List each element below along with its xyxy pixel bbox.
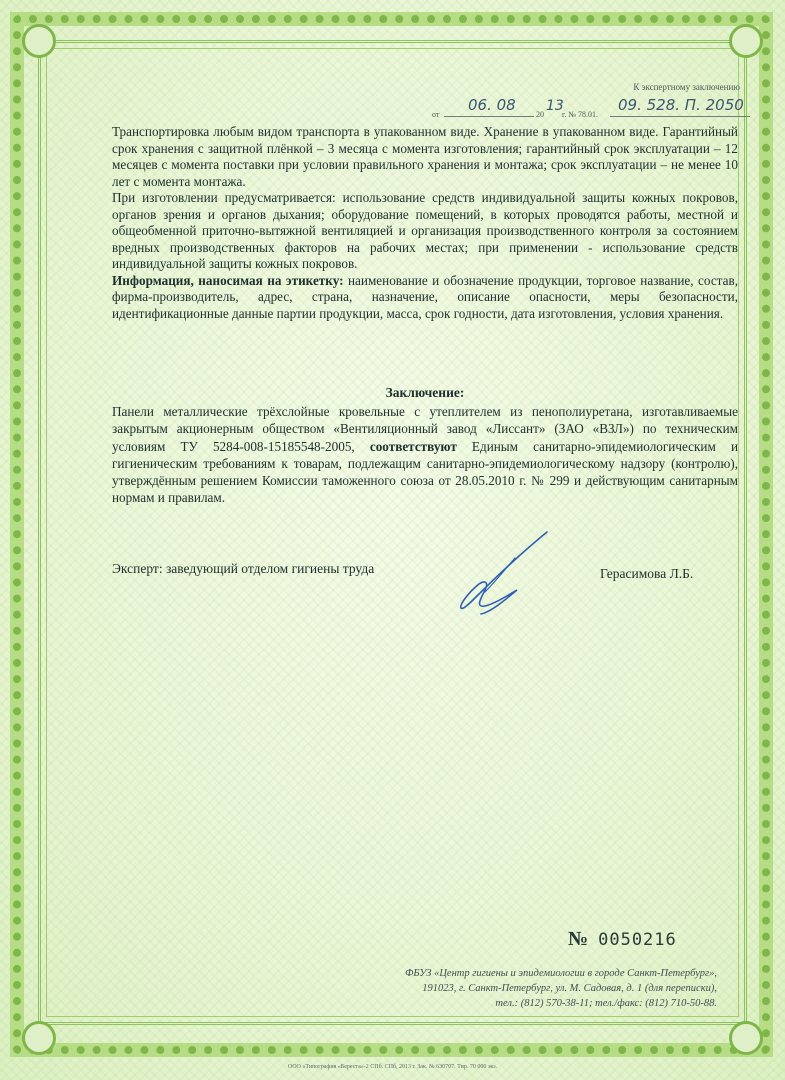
document-body	[112, 124, 738, 322]
organization-name: ФБУЗ «Центр гигиены и эпидемиологии в городе Санкт-Петербург»,	[404, 968, 717, 979]
number-sign: №	[568, 928, 589, 950]
corner-ornament	[729, 24, 763, 58]
manufacturing-safety-paragraph: При изготовлении предусматривается: использование средств индивидуальной защиты кожных покровов, органов зрения и органов дыхания; оборудование помещений, в которых проводятся работы, местной и общеобменной приточно-вытяжной вентиляцией и организация производственного контроля за состоянием вредных производственных факторов на рабочих местах; при применении - использование средств индивидуальной защиты кожных покровов.	[112, 190, 738, 271]
number-underline	[610, 116, 750, 117]
label-info-text: наименование и обозначение продукции, торговое название, состав, фирма-производитель, адрес, страна, назначение, описание опасности, меры безопасности, идентификационные данные партии продукции, масса, срок годности, дата изготовления, условия хранения.	[112, 272, 738, 321]
serial-number-value: 0050216	[598, 930, 677, 950]
date-handwritten: 06. 08	[468, 96, 516, 114]
corner-ornament	[22, 1021, 56, 1055]
corner-ornament	[22, 24, 56, 58]
label-info-heading: Информация, наносимая на этикетку:	[112, 272, 344, 288]
printer-imprint: ООО «Типография «Береста»-2 СПб. СПб, 2013 г. Зак. № 630707. Тир. 70 000 экз.	[287, 1064, 498, 1070]
label-info-paragraph	[112, 273, 738, 323]
expert-label: Эксперт: заведующий отделом гигиены труда	[112, 561, 375, 576]
handwritten-signature	[455, 528, 555, 618]
number-label: г. № 78.01.	[562, 110, 599, 119]
from-prefix: от	[432, 110, 440, 119]
organization-address: 191023, г. Санкт-Петербург, ул. М. Садовая, д. 1 (для переписки),	[422, 983, 717, 994]
conclusion-title: Заключение:	[385, 385, 465, 400]
reference-row	[420, 96, 750, 118]
conclusion-text	[112, 403, 738, 507]
conclusion-text-before: Панели металлические трёхслойные кровельные с утеплителем из пенополиуретана, изготавливаемые закрытым акционерным обществом «Вентиляционный завод «Лиссант» (ЗАО «ВЗЛ») по техническим условиям ТУ 5284-008-15185548-2005,	[112, 404, 738, 454]
conclusion-verdict: соответствуют	[369, 438, 457, 454]
serial-number	[568, 928, 677, 951]
conclusion-text-after: Единым санитарно-эпидемиологическим и гигиеническим требованиям к товарам, подлежащим санитарно-эпидемиологическому надзору (контролю), утверждённым решением Комиссии таможенного союза от 28.05.2010 г. № 299 и действующим санитарным нормам и правилам.	[112, 438, 738, 506]
reference-label: К экспертному заключению	[633, 82, 740, 92]
organization-phones: тел.: (812) 570-38-11; тел./факс: (812) 710-50-88.	[495, 998, 717, 1009]
date-underline	[444, 116, 534, 117]
transport-storage-paragraph: Транспортировка любым видом транспорта в упакованном виде. Хранение в упакованном виде. Гарантийный срок хранения с защитной плёнкой – 3 месяца с момента изготовления; гарантийный срок эксплуатации – 12 месяцев с момента поставки при условии правильного хранения и монтажа; срок эксплуатации – не менее 10 лет с момента монтажа.	[112, 124, 738, 189]
number-handwritten: 09. 528. П. 2050	[618, 96, 744, 114]
expert-name: Герасимова Л.Б.	[600, 566, 694, 581]
corner-ornament	[729, 1021, 763, 1055]
issuing-organization	[405, 966, 717, 1011]
year-handwritten: 13	[546, 98, 564, 114]
year-prefix: 20	[536, 110, 544, 119]
